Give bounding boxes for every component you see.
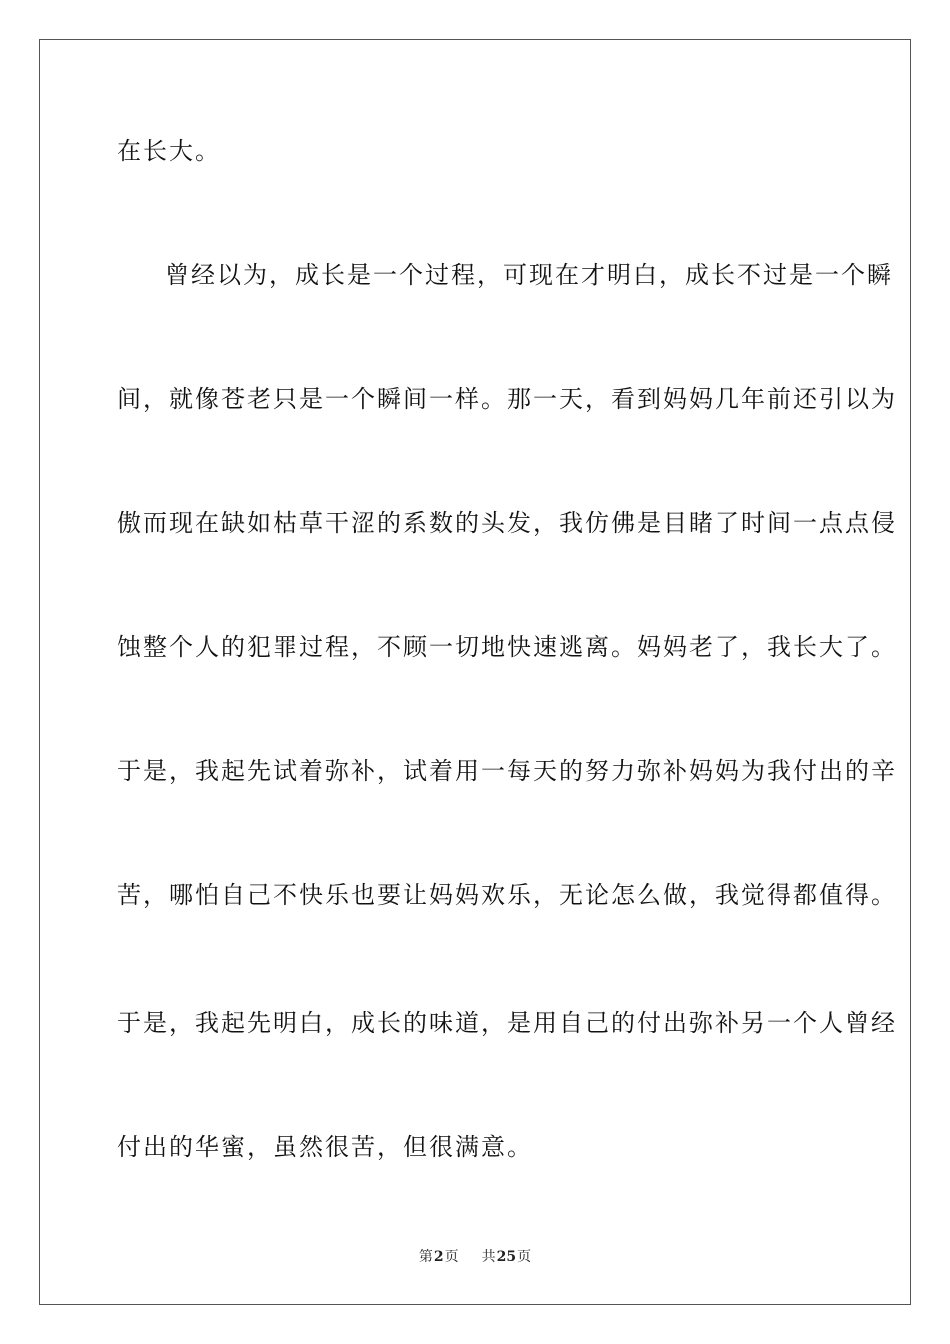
total-prefix: 共 <box>481 1249 496 1265</box>
page-number: 2 <box>433 1249 444 1265</box>
total-suffix: 页 <box>517 1249 532 1265</box>
page-footer <box>0 1248 950 1266</box>
text-line: 付出的华蜜，虽然很苦，但很满意。 <box>117 1133 533 1161</box>
text-line: 苦，哪怕自己不快乐也要让妈妈欢乐，无论怎么做，我觉得都值得。 <box>117 881 897 909</box>
page-border <box>39 39 911 1305</box>
text-line: 蚀整个人的犯罪过程，不顾一切地快速逃离。妈妈老了，我长大了。 <box>117 633 897 661</box>
total-pages: 25 <box>496 1249 517 1265</box>
text-line: 在长大。 <box>117 137 221 165</box>
text-line: 间，就像苍老只是一个瞬间一样。那一天，看到妈妈几年前还引以为 <box>117 385 897 413</box>
text-line: 于是，我起先试着弥补，试着用一每天的努力弥补妈妈为我付出的辛 <box>117 757 897 785</box>
text-line: 于是，我起先明白，成长的味道，是用自己的付出弥补另一个人曾经 <box>117 1009 897 1037</box>
paragraph-first-line: 曾经以为，成长是一个过程，可现在才明白，成长不过是一个瞬 <box>165 261 893 289</box>
page-suffix: 页 <box>444 1249 459 1265</box>
page-prefix: 第 <box>418 1249 433 1265</box>
text-line: 傲而现在缺如枯草干涩的系数的头发，我仿佛是目睹了时间一点点侵 <box>117 509 897 537</box>
